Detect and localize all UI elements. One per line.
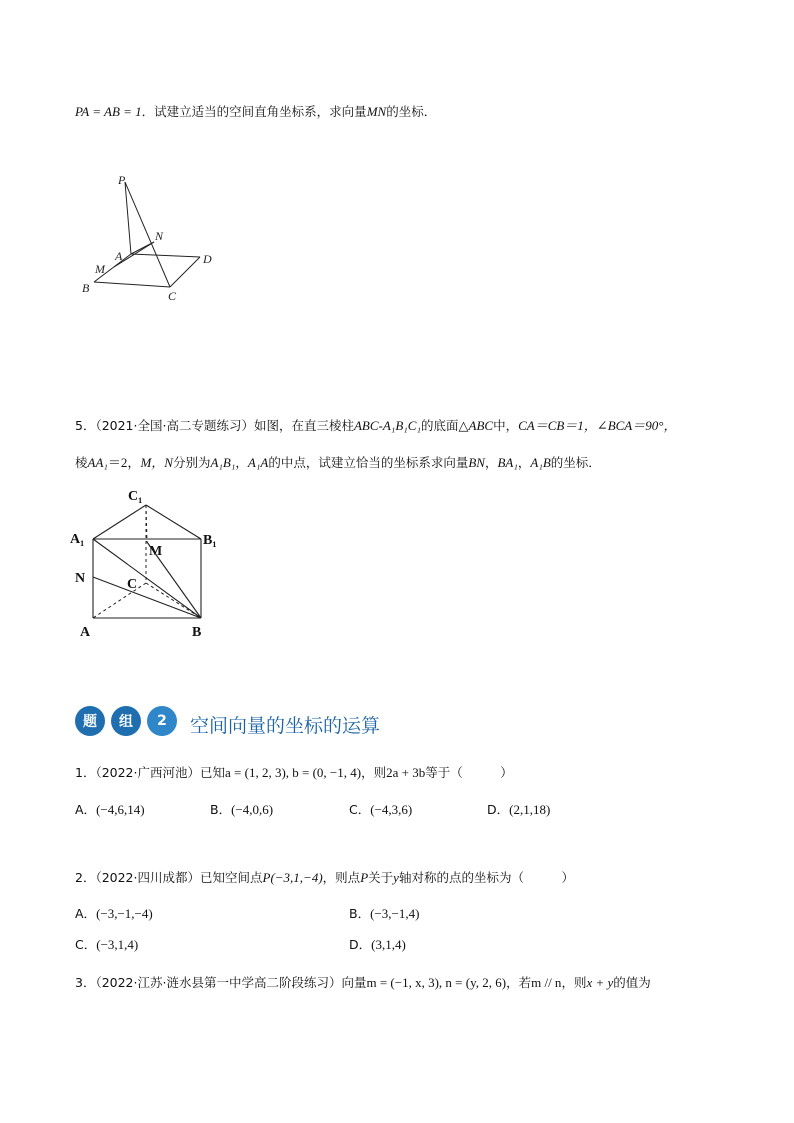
vector-mn: MN <box>366 104 387 119</box>
problem5-text-e: 分别为 <box>172 455 211 470</box>
q3-text-d: 的值为 <box>613 975 651 990</box>
label-C1: C₁ <box>128 489 143 504</box>
prism-name: ABC-A₁B₁C₁ <box>353 418 421 433</box>
problem5-line1 <box>75 415 676 434</box>
q3-parallel: m // n <box>531 975 562 990</box>
option-label: B． <box>210 802 232 817</box>
q1-expression: 2a + 3b <box>386 765 426 780</box>
label-A: A <box>80 625 91 640</box>
q2-text-a: 已知空间点 <box>200 870 263 885</box>
option-value: (−3,1,4) <box>96 937 139 952</box>
q1-option-b[interactable] <box>210 800 273 818</box>
q2-source: （2022·四川成都） <box>95 870 200 885</box>
points-mn: M，N <box>140 455 173 470</box>
label-M: M <box>149 544 163 559</box>
separator: ， <box>235 455 248 470</box>
question-2-stem <box>75 868 574 886</box>
q1-source: （2022·广西河池） <box>95 765 200 780</box>
q3-source: （2022·江苏·涟水县第一中学高二阶段练习） <box>95 975 342 990</box>
problem5-line2 <box>75 452 601 471</box>
problem5-text-g: 的坐标． <box>550 455 601 470</box>
label-M: M <box>95 262 105 276</box>
section-badge-zu: 组 <box>111 706 141 736</box>
problem5-text-c: 中， <box>493 418 519 433</box>
label-B1: B₁ <box>203 533 217 548</box>
problem5-text-b: 的底面 <box>420 418 459 433</box>
label-C: C <box>127 577 138 592</box>
question-1-stem <box>75 763 513 781</box>
q2-text-d: 轴对称的点的坐标为（ ） <box>398 870 574 885</box>
given-equation: PA = AB = 1 <box>75 104 142 119</box>
problem5-source: （2021·全国·高二专题练习） <box>95 418 254 433</box>
label-D: D <box>203 252 212 266</box>
label-B: B <box>82 281 90 295</box>
q3-text-c: ，则 <box>561 975 587 990</box>
label-B: B <box>192 625 202 640</box>
section-title: 空间向量的坐标的运算 <box>190 715 381 737</box>
option-label: D． <box>487 802 510 817</box>
q3-text-b: ，若 <box>506 975 532 990</box>
option-label: A． <box>75 906 97 921</box>
option-value: (−4,6,14) <box>96 802 145 817</box>
q2-point: P(−3,1,−4) <box>262 870 323 885</box>
option-value: (3,1,4) <box>371 937 406 952</box>
q1-option-c[interactable] <box>349 800 412 818</box>
vector-bn: BN <box>468 455 485 470</box>
q2-option-a[interactable] <box>75 904 153 922</box>
option-label: C． <box>75 937 97 952</box>
option-value: (2,1,18) <box>509 802 551 817</box>
q1-option-d[interactable] <box>487 800 550 818</box>
label-C: C <box>168 289 177 303</box>
problem4-text: ．试建立适当的空间直角坐标系，求向量 <box>141 104 367 119</box>
triangle-name: △ABC <box>458 418 494 433</box>
option-label: C． <box>349 802 371 817</box>
option-label: D． <box>349 937 372 952</box>
problem5-text-d: 棱 <box>75 455 88 470</box>
option-value: (−3,−1,4) <box>370 906 420 921</box>
problem5-edge-length: ＝2， <box>107 455 141 470</box>
problem4-line <box>75 102 436 120</box>
figure-pyramid <box>80 170 240 310</box>
q2-option-b[interactable] <box>349 904 419 922</box>
problem5-conditions: CA＝CB＝1，∠BCA＝90°， <box>518 418 677 433</box>
separator: ， <box>517 455 531 470</box>
separator: ， <box>484 455 498 470</box>
segment-a1a: A₁A <box>247 455 269 470</box>
q3-number: 3． <box>75 975 96 990</box>
option-label: B． <box>349 906 371 921</box>
label-P: P <box>118 173 126 187</box>
problem5-text-a: 如图，在直三棱柱 <box>253 418 354 433</box>
option-value: (−4,3,6) <box>370 802 413 817</box>
option-value: (−4,0,6) <box>231 802 274 817</box>
q2-axis: y <box>393 870 399 885</box>
figure-prism <box>70 482 230 647</box>
q1-text-a: 已知 <box>200 765 226 780</box>
q1-text-b: ，则 <box>361 765 387 780</box>
q1-vectors: a = (1, 2, 3), b = (0, −1, 4) <box>225 765 362 780</box>
vector-ba1: BA₁ <box>497 455 518 470</box>
q2-number: 2． <box>75 870 96 885</box>
problem5-number: 5． <box>75 418 96 433</box>
q2-option-c[interactable] <box>75 935 138 953</box>
q1-text-c: 等于（ ） <box>425 765 513 780</box>
label-N: N <box>155 229 164 243</box>
q3-vectors: m = (−1, x, 3), n = (y, 2, 6) <box>366 975 507 990</box>
label-A: A <box>115 249 123 263</box>
q3-text-a: 向量 <box>341 975 367 990</box>
label-N: N <box>75 571 86 586</box>
option-label: A． <box>75 802 97 817</box>
q2-text-c: 关于 <box>368 870 394 885</box>
q3-sum: x + y <box>586 975 614 990</box>
label-A1: A₁ <box>70 532 85 547</box>
q2-option-d[interactable] <box>349 935 406 953</box>
problem4-end: 的坐标． <box>386 104 437 119</box>
question-3-stem <box>75 973 651 991</box>
q2-p: P <box>360 870 369 885</box>
vector-a1b: A₁B <box>530 455 551 470</box>
q1-option-a[interactable] <box>75 800 145 818</box>
edge-aa1: AA₁ <box>87 455 108 470</box>
section-badge-number: 2 <box>147 706 177 736</box>
q2-text-b: ，则点 <box>322 870 361 885</box>
problem5-text-f: 的中点，试建立恰当的坐标系求向量 <box>268 455 469 470</box>
section-badge-ti: 题 <box>75 706 105 736</box>
segment-a1b1: A₁B₁ <box>210 455 236 470</box>
q1-number: 1． <box>75 765 96 780</box>
option-value: (−3,−1,−4) <box>96 906 153 921</box>
